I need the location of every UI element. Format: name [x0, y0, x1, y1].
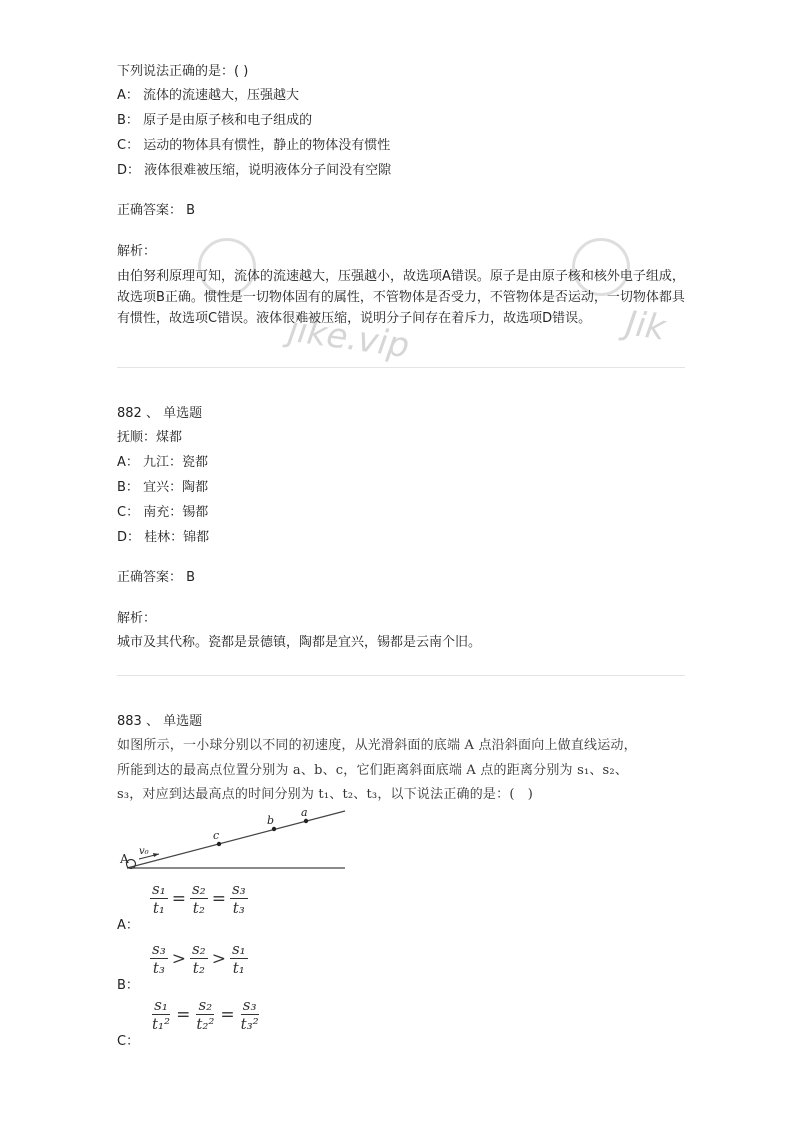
operator: =: [171, 888, 186, 909]
fraction: [190, 880, 208, 917]
q883-stem-line1: 如图所示，一小球分别以不同的初速度，从光滑斜面的底端 A 点沿斜面向上做直线运动，: [117, 738, 637, 753]
q881-option-c[interactable]: [117, 136, 390, 156]
q882-answer: 正确答案： B: [117, 570, 196, 585]
option-label: B：: [117, 113, 139, 128]
option-label: C：: [117, 138, 140, 153]
operator: =: [220, 1004, 235, 1025]
q882-stem: 抚顺：煤都: [117, 430, 183, 445]
option-label: D：: [117, 163, 141, 178]
numerator: s₁: [154, 996, 168, 1014]
denominator: t₃: [152, 959, 165, 977]
label-a: a: [301, 806, 308, 819]
label-b: b: [267, 814, 275, 827]
option-label: A：: [117, 88, 139, 103]
q883-stem-line2: 所能到达的最高点位置分别为 a、b、c，它们距离斜面底端 A 点的距离分别为 s₁、s₂、: [117, 763, 629, 778]
fraction: [150, 940, 168, 977]
numerator: s₂: [191, 880, 206, 898]
numerator: s₁: [231, 940, 246, 958]
denominator: t₂: [192, 959, 205, 977]
incline-line: [127, 811, 345, 868]
q883-option-a-label[interactable]: A：: [117, 918, 139, 933]
q883-option-c-label[interactable]: C：: [117, 1034, 140, 1049]
fraction: [194, 996, 216, 1033]
divider: [117, 675, 685, 676]
velocity-arrowhead: [153, 853, 159, 857]
fraction: [230, 940, 248, 977]
operator: >: [211, 948, 226, 969]
denominator: t₁: [232, 959, 245, 977]
q881-stem: 下列说法正确的是：( ): [117, 64, 249, 79]
divider: [117, 367, 685, 368]
denominator: t₂²: [196, 1015, 215, 1033]
q882-option-b[interactable]: [117, 478, 208, 498]
incline-figure: [117, 805, 387, 875]
q883-option-b-label[interactable]: B：: [117, 978, 139, 993]
q882-analysis: 城市及其代称。瓷都是景德镇，陶都是宜兴，锡都是云南个旧。: [117, 635, 482, 650]
denominator: t₁²: [152, 1015, 171, 1033]
q882-option-c[interactable]: [117, 503, 208, 523]
q883-option-a-formula[interactable]: [148, 880, 250, 917]
watermark-text-right: Jik: [623, 303, 668, 349]
point-a-dot: [304, 819, 308, 823]
denominator: t₁: [152, 899, 165, 917]
point-c-dot: [217, 842, 221, 846]
q882-header: 882 、 单选题: [117, 406, 203, 421]
option-text: 运动的物体具有惯性，静止的物体没有惯性: [143, 138, 391, 153]
operator: =: [211, 888, 226, 909]
numerator: s₁: [152, 880, 166, 898]
q881-option-d[interactable]: [117, 161, 391, 181]
numerator: s₂: [191, 940, 206, 958]
q883-header: 883 、 单选题: [117, 714, 203, 729]
q881-analysis: 由伯努利原理可知，流体的流速越大，压强越小，故选项A错误。原子是由原子核和核外电子组成，故选项B正确。惯性是一切物体固有的属性，不管物体是否受力，不管物体是否运动，一切物体都具有惯性，故选项C错误。液体很难被压缩，说明分子间存在着斥力，故选项D错误。: [117, 269, 685, 326]
denominator: t₂: [192, 899, 205, 917]
option-text: 南充：锡都: [143, 505, 209, 520]
q881-option-b[interactable]: [117, 111, 312, 131]
numerator: s₃: [231, 880, 246, 898]
q883-stem-line3: s₃，对应到达最高点的时间分别为 t₁、t₂、t₃，以下说法正确的是：( ): [117, 787, 534, 802]
option-text: 原子是由原子核和电子组成的: [143, 113, 313, 128]
option-text: 宜兴：陶都: [143, 480, 209, 495]
fraction: [150, 880, 168, 917]
q882-option-d[interactable]: [117, 528, 209, 548]
fraction: [230, 880, 248, 917]
point-b-dot: [272, 827, 276, 831]
label-c: c: [213, 829, 220, 842]
option-label: B：: [117, 480, 139, 495]
numerator: s₃: [152, 940, 166, 958]
fraction: [239, 996, 261, 1033]
option-label: C：: [117, 505, 140, 520]
q883-option-b-formula[interactable]: [148, 940, 250, 977]
q881-answer: 正确答案： B: [117, 203, 196, 218]
numerator: s₃: [242, 996, 257, 1014]
option-text: 九江：瓷都: [143, 455, 209, 470]
q883-option-c-formula[interactable]: [148, 996, 263, 1033]
option-text: 流体的流速越大，压强越大: [143, 88, 300, 103]
operator: >: [171, 948, 186, 969]
option-label: A：: [117, 455, 139, 470]
operator: =: [176, 1004, 191, 1025]
numerator: s₂: [198, 996, 213, 1014]
option-label: D：: [117, 530, 141, 545]
q881-analysis-title: 解析：: [117, 244, 157, 259]
q882-analysis-title: 解析：: [117, 611, 157, 626]
fraction: [190, 940, 208, 977]
option-text: 液体很难被压缩，说明液体分子间没有空隙: [144, 163, 392, 178]
option-text: 桂林：锦都: [144, 530, 210, 545]
fraction: [150, 996, 172, 1033]
denominator: t₃: [232, 899, 245, 917]
label-v0: v₀: [139, 846, 149, 857]
q882-option-a[interactable]: [117, 453, 208, 473]
label-A: A: [120, 852, 129, 866]
q881-option-a[interactable]: [117, 86, 299, 106]
denominator: t₃²: [240, 1015, 259, 1033]
watermark-text-left: jike.vip: [285, 309, 412, 367]
